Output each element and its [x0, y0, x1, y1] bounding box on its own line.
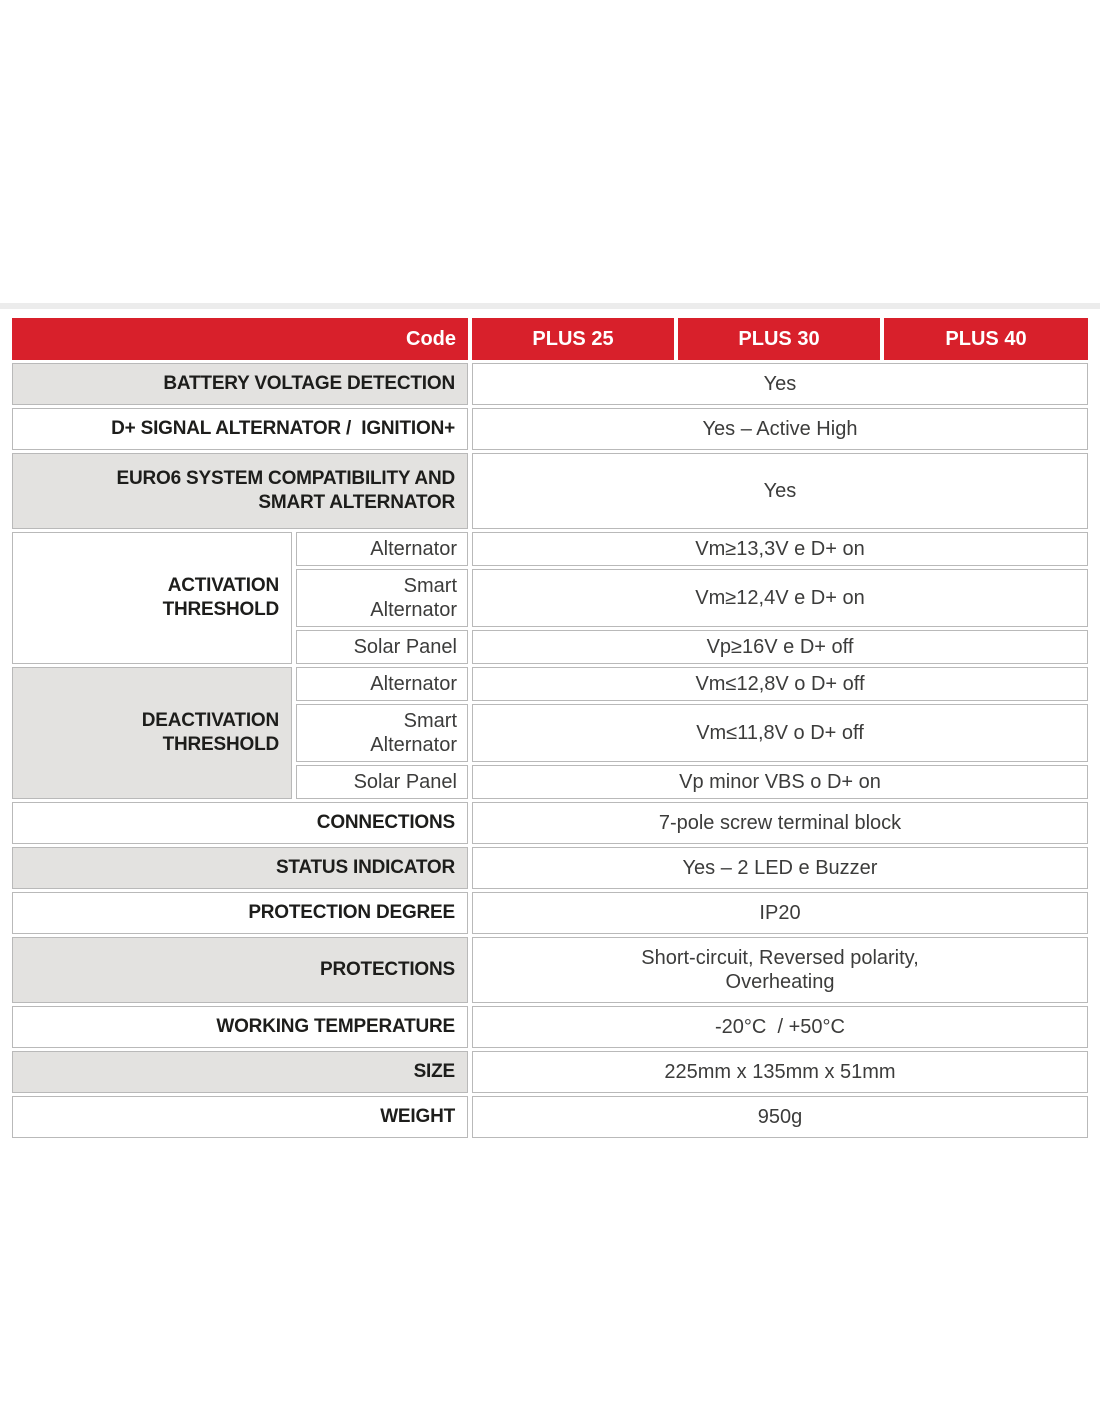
row-activation-alternator	[12, 532, 1088, 566]
working-temperature-label: WORKING TEMPERATURE	[12, 1006, 468, 1048]
row-deactivation-alternator	[12, 667, 1088, 701]
row-connections	[12, 802, 1088, 844]
activation-solar-panel-value: Vp≥16V e D+ off	[472, 630, 1088, 664]
deactivation-threshold-group-label: DEACTIVATION THRESHOLD	[12, 667, 292, 799]
protections-value: Short-circuit, Reversed polarity, Overheating	[472, 937, 1088, 1003]
activation-smart-alternator-sublabel: Smart Alternator	[296, 569, 468, 627]
weight-label: WEIGHT	[12, 1096, 468, 1138]
activation-alternator-sublabel: Alternator	[296, 532, 468, 566]
code-header-cell: Code	[12, 318, 468, 360]
battery-voltage-detection-value: Yes	[472, 363, 1088, 405]
column-header-plus-30: PLUS 30	[678, 318, 880, 360]
activation-alternator-value: Vm≥13,3V e D+ on	[472, 532, 1088, 566]
column-header-plus-40: PLUS 40	[884, 318, 1088, 360]
row-working-temperature	[12, 1006, 1088, 1048]
dplus-signal-label: D+ SIGNAL ALTERNATOR / IGNITION+	[12, 408, 468, 450]
size-value: 225mm x 135mm x 51mm	[472, 1051, 1088, 1093]
row-status-indicator	[12, 847, 1088, 889]
weight-value: 950g	[472, 1096, 1088, 1138]
row-battery-voltage-detection	[12, 363, 1088, 405]
row-protection-degree	[12, 892, 1088, 934]
protections-label: PROTECTIONS	[12, 937, 468, 1003]
row-euro6	[12, 453, 1088, 529]
status-indicator-value: Yes – 2 LED e Buzzer	[472, 847, 1088, 889]
size-label: SIZE	[12, 1051, 468, 1093]
top-divider	[0, 303, 1100, 309]
deactivation-smart-alternator-value: Vm≤11,8V o D+ off	[472, 704, 1088, 762]
deactivation-solar-panel-value: Vp minor VBS o D+ on	[472, 765, 1088, 799]
row-size	[12, 1051, 1088, 1093]
dplus-signal-value: Yes – Active High	[472, 408, 1088, 450]
euro6-label: EURO6 SYSTEM COMPATIBILITY AND SMART ALTERNATOR	[12, 453, 468, 529]
protection-degree-label: PROTECTION DEGREE	[12, 892, 468, 934]
column-header-plus-25: PLUS 25	[472, 318, 674, 360]
spec-table	[8, 315, 1092, 1141]
battery-voltage-detection-label: BATTERY VOLTAGE DETECTION	[12, 363, 468, 405]
connections-label: CONNECTIONS	[12, 802, 468, 844]
deactivation-alternator-sublabel: Alternator	[296, 667, 468, 701]
activation-smart-alternator-value: Vm≥12,4V e D+ on	[472, 569, 1088, 627]
deactivation-alternator-value: Vm≤12,8V o D+ off	[472, 667, 1088, 701]
row-weight	[12, 1096, 1088, 1138]
protection-degree-value: IP20	[472, 892, 1088, 934]
deactivation-solar-panel-sublabel: Solar Panel	[296, 765, 468, 799]
activation-solar-panel-sublabel: Solar Panel	[296, 630, 468, 664]
row-protections	[12, 937, 1088, 1003]
connections-value: 7-pole screw terminal block	[472, 802, 1088, 844]
deactivation-smart-alternator-sublabel: Smart Alternator	[296, 704, 468, 762]
row-dplus-signal	[12, 408, 1088, 450]
activation-threshold-group-label: ACTIVATION THRESHOLD	[12, 532, 292, 664]
header-row	[12, 318, 1088, 360]
status-indicator-label: STATUS INDICATOR	[12, 847, 468, 889]
euro6-value: Yes	[472, 453, 1088, 529]
working-temperature-value: -20°C / +50°C	[472, 1006, 1088, 1048]
